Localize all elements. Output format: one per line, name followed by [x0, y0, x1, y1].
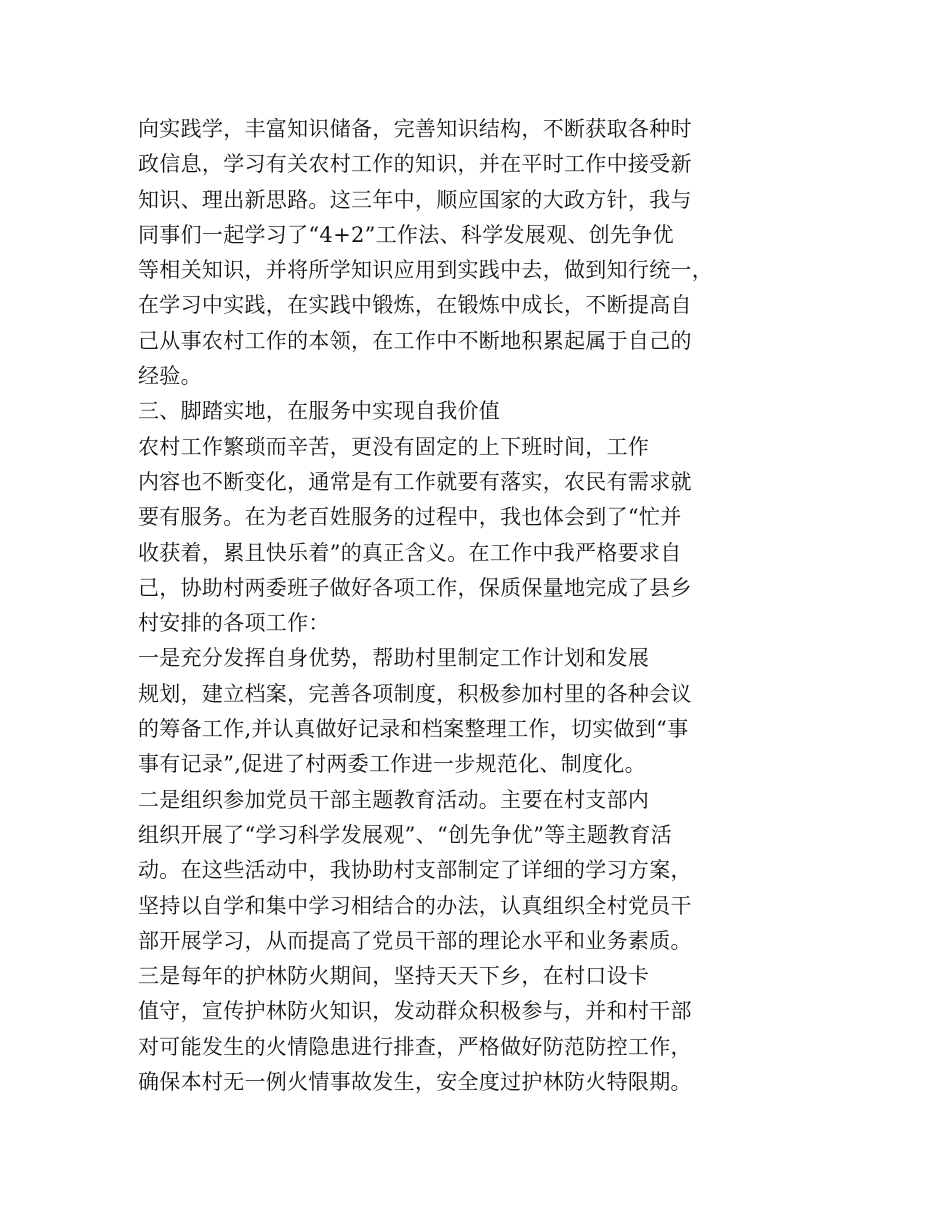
- section-heading: 三、脚踏实地，在服务中实现自我价值: [138, 399, 501, 424]
- text-line: 经验。: [138, 364, 202, 389]
- text-line: 的筹备工作,并认真做好记录和档案整理工作，切实做到“事: [138, 717, 689, 742]
- text-line: 己从事农村工作的本领，在工作中不断地积累起属于自己的: [138, 328, 692, 353]
- text-line: 己，协助村两委班子做好各项工作，保质保量地完成了县乡: [138, 575, 692, 600]
- text-line: 收获着，累且快乐着”的真正含义。在工作中我严格要求自: [138, 540, 682, 565]
- text-line: 政信息，学习有关农村工作的知识，并在平时工作中接受新: [138, 152, 692, 177]
- text-line: 要有服务。在为老百姓服务的过程中，我也体会到了“忙并: [138, 505, 682, 530]
- text-line: 村安排的各项工作：: [138, 611, 330, 636]
- text-line: 向实践学，丰富知识储备，完善知识结构，不断获取各种时: [138, 117, 692, 141]
- text-line: 在学习中实践，在实践中锻炼，在锻炼中成长，不断提高自: [138, 293, 692, 318]
- text-line: 动。在这些活动中，我协助村支部制定了详细的学习方案，: [138, 858, 692, 883]
- text-line: 对可能发生的火情隐患进行排查，严格做好防范防控工作，: [138, 1034, 692, 1059]
- text-line: 组织开展了“学习科学发展观”、“创先争优”等主题教育活: [138, 822, 673, 847]
- text-line: 二是组织参加党员干部主题教育活动。主要在村支部内: [138, 787, 650, 812]
- text-line: 三是每年的护林防火期间，坚持天天下乡，在村口设卡: [138, 964, 650, 989]
- text-line: 农村工作繁琐而辛苦，更没有固定的上下班时间，工作: [138, 434, 650, 459]
- text-line: 一是充分发挥自身优势，帮助村里制定工作计划和发展: [138, 646, 650, 671]
- text-line: 知识、理出新思路。这三年中，顺应国家的大政方针，我与: [138, 187, 692, 212]
- text-line: 坚持以自学和集中学习相结合的办法，认真组织全村党员干: [138, 893, 692, 918]
- text-line: 规划，建立档案，完善各项制度，积极参加村里的各种会议: [138, 681, 692, 706]
- text-line: 等相关知识，并将所学知识应用到实践中去，做到知行统一，: [138, 258, 714, 283]
- text-line: 值守，宣传护林防火知识，发动群众积极参与，并和村干部: [138, 999, 692, 1024]
- text-line: 内容也不断变化，通常是有工作就要有落实，农民有需求就: [138, 469, 692, 494]
- text-line: 事有记录”,促进了村两委工作进一步规范化、制度化。: [138, 752, 646, 777]
- text-line: 同事们一起学习了“4+2”工作法、科学发展观、创先争优: [138, 222, 674, 247]
- text-line: 确保本村无一例火情事故发生，安全度过护林防火特限期。: [138, 1070, 692, 1095]
- document-body: [138, 112, 738, 1100]
- text-line: 部开展学习，从而提高了党员干部的理论水平和业务素质。: [138, 928, 692, 953]
